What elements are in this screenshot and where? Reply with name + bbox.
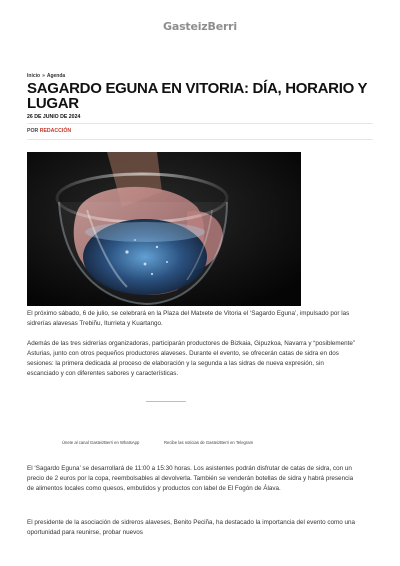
breadcrumb [27, 73, 65, 79]
article-paragraph: El presidente de la asociación de sidreros alaveses, Benito Peciña, ha destacado la importancia del evento como una oportunidad para reunirse, probar nuevos [27, 519, 355, 536]
section-separator [146, 401, 186, 402]
article-title: SAGARDO EGUNA EN VITORIA: DÍA, HORARIO Y LUGAR [27, 80, 367, 112]
article-date: 26 DE JUNIO DE 2024 [27, 114, 81, 120]
article-byline [27, 128, 71, 134]
whatsapp-channel-link[interactable]: Únete al canal GasteizBerri en WhatsApp [62, 440, 140, 445]
breadcrumb-separator: » [42, 73, 45, 79]
telegram-channel-link[interactable]: Recibe las noticias de GasteizBerri en Telegram [164, 440, 254, 445]
byline-prefix: POR [27, 128, 39, 134]
article-paragraph: El ‘Sagardo Eguna’ se desarrollará de 11:00 a 15:30 horas. Los asistentes podrán disfrutar de catas de sidra, con un precio de 2 euros por la copa, reembolsables al devolverla. También se venderán botellas de sidra y habrá presencia de alimentos locales como quesos, embutidos y productos con label de El Fogón de Álava. [27, 465, 354, 492]
article-image [27, 152, 301, 306]
site-logo[interactable]: GasteizBerri [163, 20, 237, 33]
breadcrumb-home-link[interactable]: Inicio [27, 73, 41, 79]
glass-photo-illustration [27, 152, 301, 306]
breadcrumb-section-link[interactable]: Agenda [46, 73, 66, 79]
article-paragraph: El próximo sábado, 6 de julio, se celebrará en la Plaza del Matxete de Vitoria el ‘Sagardo Eguna’, impulsado por las sidrerías alavesas Trebiñu, Iturrieta y Kuartango. [27, 310, 350, 327]
divider [27, 123, 373, 124]
author-link[interactable]: REDACCIÓN [39, 128, 72, 134]
article-paragraph: Además de las tres sidrerías organizadoras, participarán productores de Bizkaia, Gipuzkoa, Navarra y “posiblemente” Asturias, junto con otros pequeños productores alaveses. Durante el evento, se ofrecerán catas de sidra en dos sesiones: la primera dedicada al proceso de elaboración y la segunda a las sidras de nueva expresión, sin escanciado y con diferentes sabores y características. [27, 340, 355, 377]
divider [27, 139, 373, 140]
